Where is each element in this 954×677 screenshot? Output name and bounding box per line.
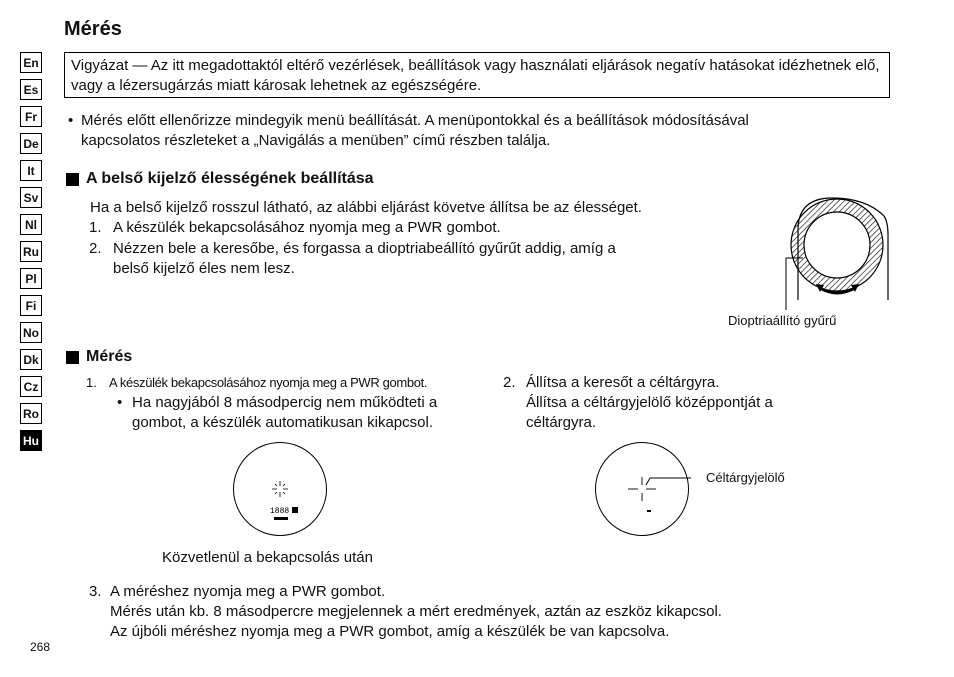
language-tab-dk[interactable]: Dk [20,349,42,370]
viewfinder-startup-figure [232,441,328,537]
language-tab-fr[interactable]: Fr [20,106,42,127]
bullet-dot: • [117,394,123,411]
measure-step-3-line-3: Az újbóli méréshez nyomja meg a PWR gombot, amíg a készülék be van kapcsolva. [110,623,670,640]
language-tab-de[interactable]: De [20,133,42,154]
language-tab-es[interactable]: Es [20,79,42,100]
language-tab-nl[interactable]: Nl [20,214,42,235]
measure-heading-text: Mérés [86,348,133,365]
measure-step-3-number: 3. [89,583,102,600]
measure-step-1-number: 1. [86,375,97,390]
section-heading-focus [66,170,374,188]
measure-step-2-line-3: céltárgyra. [526,414,597,431]
language-tab-ru[interactable]: Ru [20,241,42,262]
focus-intro: Ha a belső kijelző rosszul látható, az alábbi eljárást követve állítsa be az élességet. [90,199,642,216]
bullet-dot: • [68,112,74,129]
measure-step-2-line-1: Állítsa a keresőt a céltárgyra. [526,374,720,391]
measure-step-1-bullet-line-1: Ha nagyjából 8 másodpercig nem működteti a [132,394,438,411]
focus-step-1-number: 1. [89,219,102,236]
target-mark-label: Céltárgyjelölő [706,470,785,485]
heading-square-icon [66,351,79,364]
focus-step-1: A készülék bekapcsolásához nyomja meg a PWR gombot. [113,219,501,236]
language-tab-ro[interactable]: Ro [20,403,42,424]
warning-box: Vigyázat — Az itt megadottaktól eltérő vezérlések, beállítások vagy használati eljárások negatív hatásokat idézhetnek elő, vagy a lézersugárzás miatt károsak lehetnek az egészségére. [64,52,890,98]
measure-step-1-bullet-line-2: gombot, a készülék automatikusan kikapcsol. [132,414,433,431]
measure-step-1: A készülék bekapcsolásához nyomja meg a PWR gombot. [109,375,428,390]
intro-bullet-line-1: Mérés előtt ellenőrizze mindegyik menü beállítását. A menüpontokkal és a beállítások módosításával [81,112,749,129]
measure-step-2-number: 2. [503,374,516,391]
language-tab-pl[interactable]: Pl [20,268,42,289]
language-tab-it[interactable]: It [20,160,42,181]
focus-step-2-number: 2. [89,240,102,257]
heading-square-icon [66,173,79,186]
language-tab-fi[interactable]: Fi [20,295,42,316]
language-tab-sv[interactable]: Sv [20,187,42,208]
focus-step-2-line-2: belső kijelző éles nem lesz. [113,260,295,277]
viewfinder-readout: 1888 [270,507,290,516]
diopter-ring-figure [770,190,900,310]
measure-step-3-line-1: A méréshez nyomja meg a PWR gombot. [110,583,386,600]
diopter-ring-caption: Dioptriaállító gyűrű [728,313,837,328]
intro-bullet-line-2: kapcsolatos részleteket a „Navigálás a menüben” című részben találja. [81,132,551,149]
focus-heading-text: A belső kijelző élességének beállítása [86,170,374,187]
language-tabs [20,52,44,457]
measure-step-3-line-2: Mérés után kb. 8 másodpercre megjelennek a mért eredmények, aztán az eszköz kikapcsol. [110,603,722,620]
section-heading-measure [66,348,132,366]
viewfinder-target-figure [594,441,794,537]
startup-caption: Közvetlenül a bekapcsolás után [162,549,373,566]
page-title: Mérés [64,18,122,40]
language-tab-cz[interactable]: Cz [20,376,42,397]
measure-step-2-line-2: Állítsa a céltárgyjelölő középpontját a [526,394,773,411]
language-tab-no[interactable]: No [20,322,42,343]
page-number: 268 [30,640,51,654]
language-tab-hu[interactable]: Hu [20,430,42,451]
focus-step-2-line-1: Nézzen bele a keresőbe, és forgassa a dioptriabeállító gyűrűt addig, amíg a [113,240,616,257]
language-tab-en[interactable]: En [20,52,42,73]
